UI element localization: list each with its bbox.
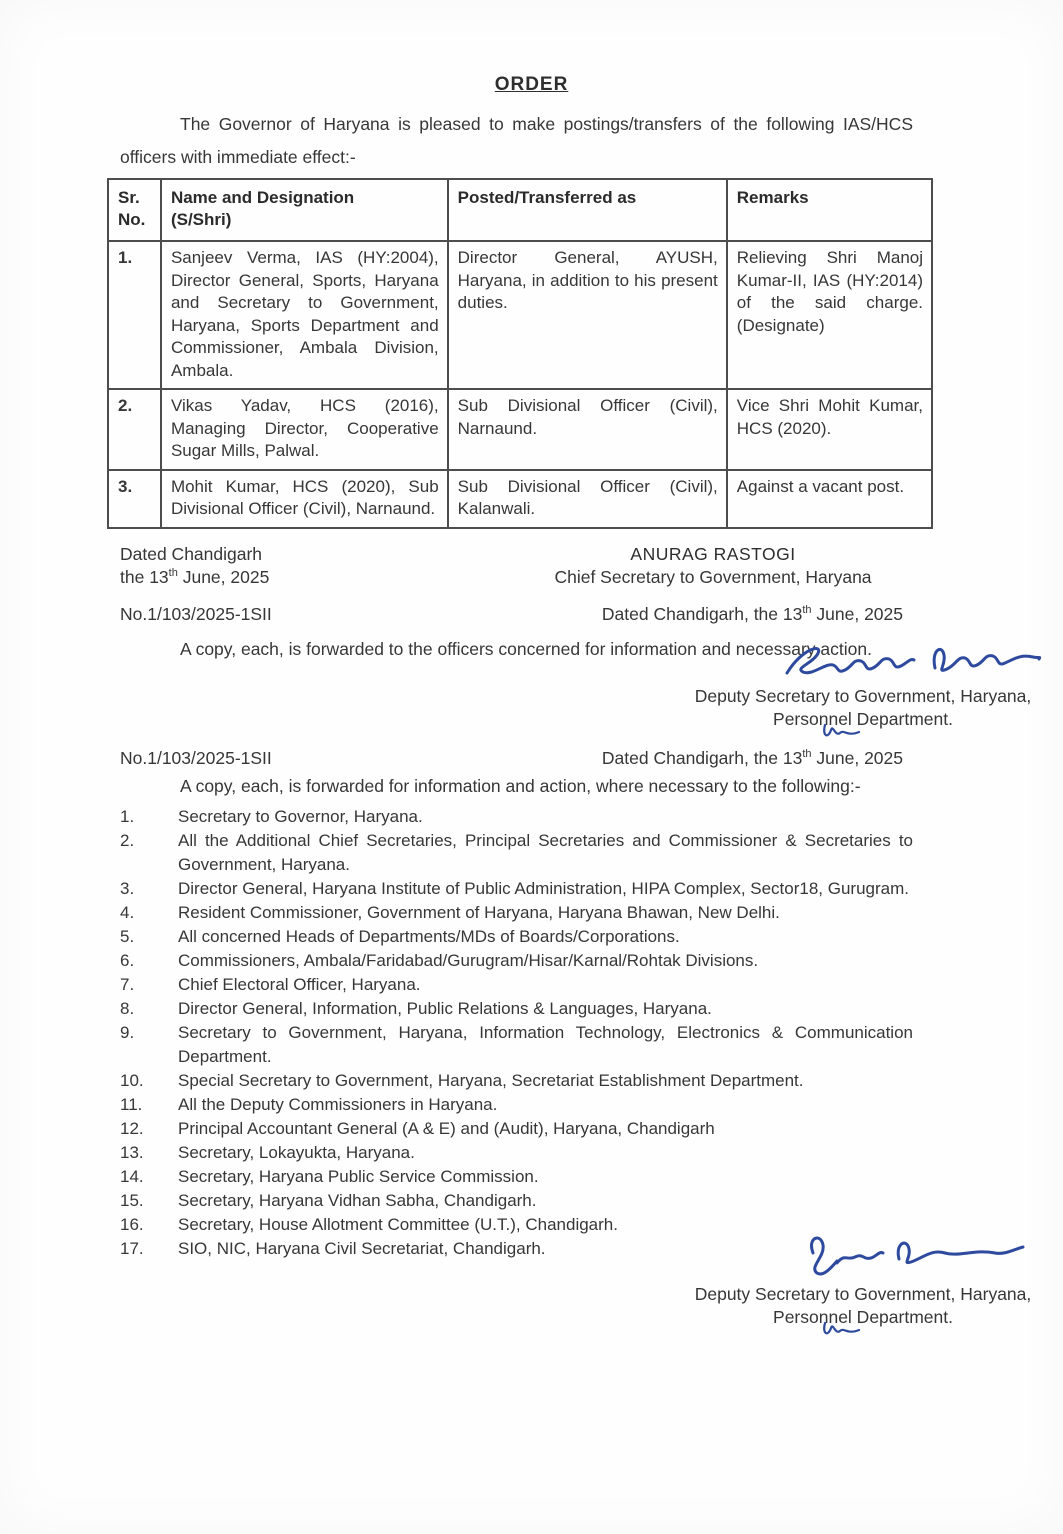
list-item-number: 5. <box>120 926 135 946</box>
header-cell-posted-transferred: Posted/Transferred as <box>448 179 727 241</box>
list-item-number: 17. <box>120 1238 144 1258</box>
list-item-number: 16. <box>120 1214 144 1234</box>
list-item <box>120 1165 913 1189</box>
cell-posted-transferred: Sub Divisional Officer (Civil), Kalanwali. <box>448 470 727 528</box>
cell-remarks: Against a vacant post. <box>727 470 932 528</box>
date-superscript: th <box>168 566 178 579</box>
list-item <box>120 973 913 997</box>
list-item-number: 1. <box>120 806 135 826</box>
list-item-text: Special Secretary to Government, Haryana, Secretariat Establishment Department. <box>178 1070 804 1090</box>
page-title: ORDER <box>494 74 569 95</box>
list-item <box>120 1237 913 1261</box>
list-item <box>120 1117 913 1141</box>
list-item-text: Commissioners, Ambala/Faridabad/Gurugram/Hisar/Karnal/Rohtak Divisions. <box>178 950 759 970</box>
date-prefix: Dated Chandigarh, the 13 <box>601 747 803 768</box>
postings-table <box>107 178 933 529</box>
header-cell-name-designation <box>161 179 448 241</box>
list-item-number: 15. <box>120 1190 144 1210</box>
date-prefix: Dated Chandigarh, the 13 <box>601 603 803 624</box>
list-item-text: Secretary to Governor, Haryana. <box>178 806 423 826</box>
date-suffix: June, 2025 <box>811 603 903 624</box>
list-item-text: Secretary, Haryana Vidhan Sabha, Chandigarh. <box>178 1190 537 1210</box>
list-item-text: Chief Electoral Officer, Haryana. <box>178 974 421 994</box>
table-row <box>108 241 932 389</box>
cell-name-designation: Vikas Yadav, HCS (2016), Managing Director, Cooperative Sugar Mills, Palwal. <box>161 389 448 470</box>
header-cell-sr-no <box>108 179 161 241</box>
list-item <box>120 1213 913 1237</box>
dated-date <box>120 566 269 589</box>
list-item <box>120 925 913 949</box>
header-sr-line1: Sr. <box>118 188 140 207</box>
list-item-number: 4. <box>120 902 135 922</box>
cell-sr-no: 2. <box>108 389 161 470</box>
dated-place: Dated Chandigarh <box>120 543 263 564</box>
distribution-list <box>120 805 913 1261</box>
list-item <box>120 949 913 973</box>
personnel-department-line: Personnel Department. <box>773 1306 953 1327</box>
ink-squiggle-icon <box>819 722 863 742</box>
table-row <box>108 470 932 528</box>
list-item-text: Director General, Haryana Institute of Public Administration, HIPA Complex, Sector18, Gurugram. <box>178 878 909 898</box>
table-header-row <box>108 179 932 241</box>
list-item-number: 11. <box>120 1094 143 1114</box>
list-item <box>120 1021 913 1069</box>
deputy-secretary-line: Deputy Secretary to Government, Haryana, <box>694 685 1032 706</box>
date-superscript: th <box>802 747 812 760</box>
cell-name-designation: Mohit Kumar, HCS (2020), Sub Divisional Officer (Civil), Narnaund. <box>161 470 448 528</box>
ref-number: No.1/103/2025-1SII <box>120 747 272 768</box>
list-item <box>120 829 913 877</box>
list-item-text: Secretary, Haryana Public Service Commission. <box>178 1166 539 1186</box>
list-item <box>120 1189 913 1213</box>
date-superscript: th <box>802 603 812 616</box>
date-suffix: June, 2025 <box>177 566 270 587</box>
forward-note-1: A copy, each, is forwarded to the officers concerned for information and necessary action. <box>180 638 872 659</box>
list-item <box>120 1141 913 1165</box>
ref-date <box>602 604 913 625</box>
cell-remarks: Vice Shri Mohit Kumar, HCS (2020). <box>727 389 932 470</box>
list-item-text: SIO, NIC, Haryana Civil Secretariat, Chandigarh. <box>178 1238 546 1258</box>
forward-note-2: A copy, each, is forwarded for information and action, where necessary to the following:- <box>180 775 861 796</box>
list-item-number: 8. <box>120 998 135 1018</box>
table-row <box>108 389 932 470</box>
list-item-text: Principal Accountant General (A & E) and (Audit), Haryana, Chandigarh <box>178 1118 715 1138</box>
cell-sr-no: 3. <box>108 470 161 528</box>
list-item <box>120 805 913 829</box>
list-item-text: All the Deputy Commissioners in Haryana. <box>178 1094 498 1114</box>
personnel-department-line: Personnel Department. <box>773 708 953 729</box>
cell-remarks: Relieving Shri Manoj Kumar-II, IAS (HY:2014) of the said charge. (Designate) <box>727 241 932 389</box>
list-item-text: All concerned Heads of Departments/MDs of Boards/Corporations. <box>178 926 680 946</box>
list-item-number: 13. <box>120 1142 144 1162</box>
cell-posted-transferred: Director General, AYUSH, Haryana, in addition to his present duties. <box>448 241 727 389</box>
list-item <box>120 1069 913 1093</box>
issue-block <box>120 543 913 589</box>
cell-posted-transferred: Sub Divisional Officer (Civil), Narnaund. <box>448 389 727 470</box>
list-item-number: 2. <box>120 830 135 850</box>
intro-paragraph: The Governor of Haryana is pleased to make postings/transfers of the following IAS/HCS officers with immediate effect:- <box>120 114 913 167</box>
signatory-designation: Chief Secretary to Government, Haryana <box>554 566 872 587</box>
list-item-text: Director General, Information, Public Relations & Languages, Haryana. <box>178 998 712 1018</box>
deputy-secretary-line: Deputy Secretary to Government, Haryana, <box>694 1283 1032 1304</box>
list-item-text: Resident Commissioner, Government of Haryana, Haryana Bhawan, New Delhi. <box>178 902 780 922</box>
list-item-number: 10. <box>120 1070 144 1090</box>
ink-squiggle-icon <box>819 1320 863 1340</box>
reference-row-2 <box>120 748 913 769</box>
list-item-number: 14. <box>120 1166 144 1186</box>
reference-row-1 <box>120 604 913 625</box>
header-name-line1: Name and Designation <box>170 188 355 207</box>
list-item-text: Secretary to Government, Haryana, Information Technology, Electronics & Communication Department. <box>178 1022 913 1066</box>
cell-name-designation: Sanjeev Verma, IAS (HY:2004), Director General, Sports, Haryana and Secretary to Government, Haryana, Sports Department and Commissioner, Ambala Division, Ambala. <box>161 241 448 389</box>
list-item <box>120 877 913 901</box>
list-item-text: Secretary, Lokayukta, Haryana. <box>178 1142 415 1162</box>
list-item-number: 9. <box>120 1022 135 1042</box>
list-item <box>120 901 913 925</box>
date-prefix: the 13 <box>120 566 169 587</box>
list-item-number: 12. <box>120 1118 144 1138</box>
signatory-name: ANURAG RASTOGI <box>630 543 796 564</box>
header-cell-remarks: Remarks <box>727 179 932 241</box>
list-item-number: 3. <box>120 878 135 898</box>
list-item <box>120 997 913 1021</box>
header-name-line2: (S/Shri) <box>170 210 232 229</box>
ref-date <box>602 748 913 769</box>
signatory-block <box>513 543 913 589</box>
dated-place-block <box>120 543 269 589</box>
ref-number: No.1/103/2025-1SII <box>120 603 272 624</box>
list-item-text: Secretary, House Allotment Committee (U.T.), Chandigarh. <box>178 1214 618 1234</box>
list-item-number: 6. <box>120 950 135 970</box>
date-suffix: June, 2025 <box>811 747 903 768</box>
list-item <box>120 1093 913 1117</box>
cell-sr-no: 1. <box>108 241 161 389</box>
list-item-number: 7. <box>120 974 135 994</box>
list-item-text: All the Additional Chief Secretaries, Principal Secretaries and Commissioner & Secretaries to Government, Haryana. <box>178 830 913 874</box>
header-sr-line2: No. <box>118 210 146 229</box>
